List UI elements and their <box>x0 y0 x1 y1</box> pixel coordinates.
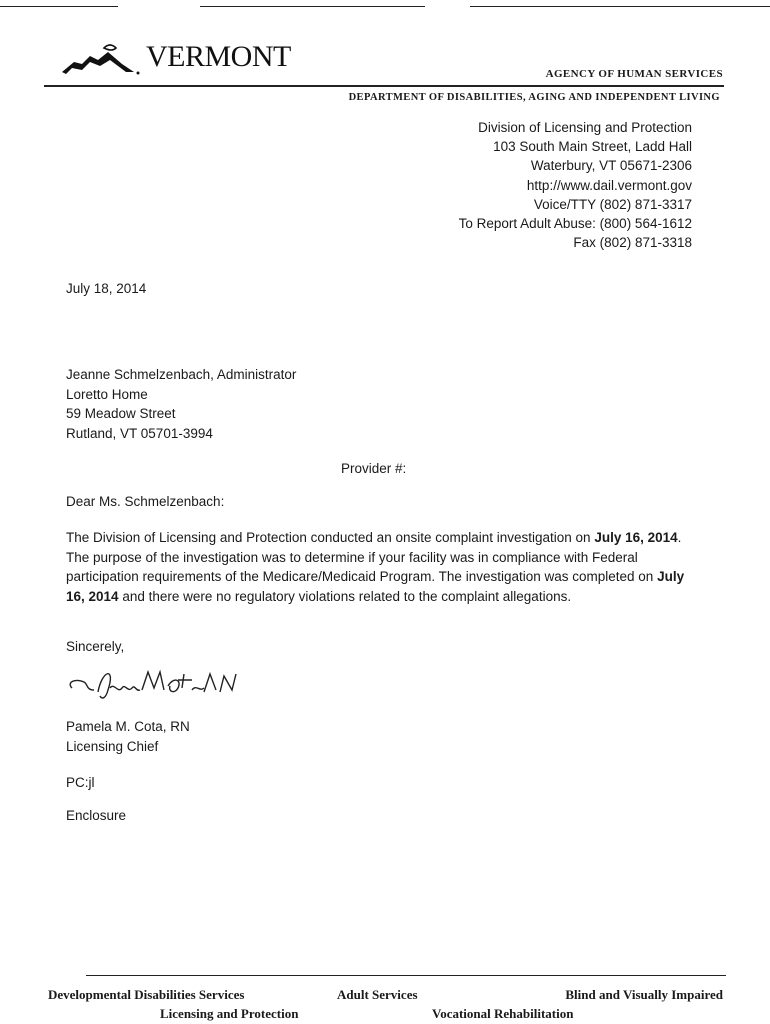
letterhead-rule <box>44 85 724 87</box>
body-text-2: . The purpose of the investigation was to determine if your facility was in compliance with Federal participation requirements of the Medicare/Medicaid Program. The investigation was completed on <box>66 530 682 584</box>
recipient-city: Rutland, VT 05701-3994 <box>66 425 213 441</box>
contact-fax: Fax (802) 871-3318 <box>573 235 692 251</box>
body-paragraph <box>66 528 696 606</box>
enclosure-note: Enclosure <box>66 808 127 823</box>
typist-initials: PC:jl <box>66 775 95 790</box>
vermont-mountain-logo <box>60 42 144 76</box>
body-text-1: The Division of Licensing and Protection conducted an onsite complaint investigation on <box>66 530 595 545</box>
investigation-date: July 16, 2014 <box>594 530 678 545</box>
closing: Sincerely, <box>66 639 125 654</box>
recipient-facility: Loretto Home <box>66 386 148 402</box>
body-text-3: and there were no regulatory violations related to the complaint allegations. <box>118 588 572 604</box>
contact-block <box>459 118 692 252</box>
provider-number-label: Provider #: <box>341 461 407 476</box>
signer-block <box>66 717 190 756</box>
contact-address: 103 South Main Street, Ladd Hall <box>493 139 692 155</box>
recipient-block <box>66 365 296 443</box>
contact-website: http://www.dail.vermont.gov <box>526 177 692 193</box>
completion-date: July 16, 2014 <box>66 569 685 604</box>
contact-city: Waterbury, VT 05671-2306 <box>530 158 692 174</box>
contact-division: Division of Licensing and Protection <box>478 120 692 135</box>
contact-voice: Voice/TTY (802) 871-3317 <box>533 196 692 212</box>
salutation: Dear Ms. Schmelzenbach: <box>66 494 225 509</box>
letter-date: July 18, 2014 <box>66 281 147 296</box>
recipient-name-title: Jeanne Schmelzenbach, Administrator <box>66 367 297 382</box>
footer-vocational-rehabilitation: Vocational Rehabilitation <box>432 1006 574 1021</box>
agency-name: AGENCY OF HUMAN SERVICES <box>545 68 723 80</box>
letterhead <box>0 0 770 110</box>
contact-abuse-line: To Report Adult Abuse: (800) 564-1612 <box>458 216 692 232</box>
recipient-street: 59 Meadow Street <box>66 406 176 421</box>
signer-title: Licensing Chief <box>66 738 159 754</box>
department-name: DEPARTMENT OF DISABILITIES, AGING AND INDEPENDENT LIVING <box>348 92 720 103</box>
footer-blind-visually-impaired: Blind and Visually Impaired <box>565 987 723 1002</box>
footer-developmental-services: Developmental Disabilities Services <box>48 987 245 1002</box>
handwritten-signature <box>64 660 244 710</box>
signer-name: Pamela M. Cota, RN <box>66 719 190 734</box>
footer-rule <box>86 975 726 976</box>
footer-licensing-protection: Licensing and Protection <box>160 1006 299 1021</box>
footer-adult-services: Adult Services <box>337 987 418 1002</box>
state-name: VERMONT <box>146 40 291 73</box>
